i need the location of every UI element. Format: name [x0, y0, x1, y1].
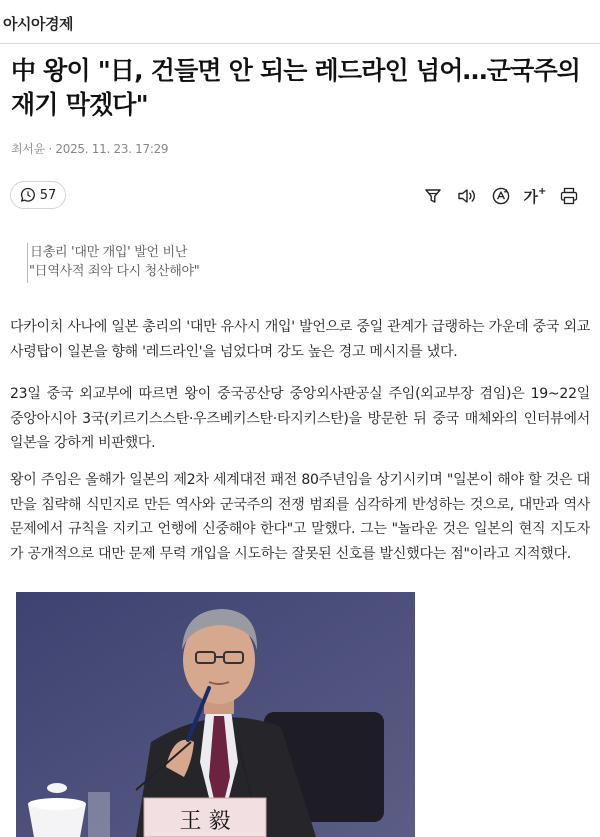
font-size-icon: 가: [523, 187, 539, 206]
site-brand-logo[interactable]: 아시아경제: [3, 15, 73, 33]
summary-line: 日총리 '대만 개입' 발언 비난: [30, 245, 188, 260]
print-icon: [559, 186, 579, 206]
comment-count: 57: [39, 187, 57, 203]
translate-button[interactable]: [489, 184, 513, 208]
listen-button[interactable]: [455, 184, 479, 208]
summary-line: "日역사적 죄악 다시 청산해야": [29, 264, 200, 279]
article-summary: [27, 243, 199, 283]
article-photo: [16, 592, 415, 837]
translate-icon: [491, 186, 511, 206]
site-header: [0, 0, 600, 44]
article-paragraph: 23일 중국 외교부에 따르면 왕이 중국공산당 중앙외사판공실 주임(외교부장 겸임)은 19~22일 중앙아시아 3국(키르기스스탄·우즈베키스탄·타지키스탄)을 방문한 뒤 중국 매체와의 인터뷰에서 일본을 강하게 비판했다.: [10, 386, 590, 451]
comment-icon: [20, 187, 36, 203]
article-toolbar: [0, 178, 600, 214]
filter-button[interactable]: [421, 184, 445, 208]
article-title: 中 왕이 "日, 건들면 안 되는 레드라인 넘어…군국주의 재기 막겠다": [11, 56, 581, 119]
article-byline: 최서윤 · 2025. 11. 23. 17:29: [11, 142, 169, 156]
nameplate-text: 王 毅: [179, 809, 231, 834]
filter-icon: [424, 187, 442, 205]
article-paragraph: 다카이치 사나에 일본 총리의 '대만 유사시 개입' 발언으로 중일 관계가 급랭하는 가운데 중국 외교 사령탑이 일본을 향해 '레드라인'을 넘었다며 강도 높은 경고 메시지를 냈다.: [10, 319, 590, 360]
print-button[interactable]: [557, 184, 581, 208]
plus-icon: +: [538, 185, 547, 197]
font-size-button[interactable]: [523, 184, 547, 208]
speaker-icon: [457, 187, 477, 205]
article-paragraph: 왕이 주임은 올해가 일본의 제2차 세계대전 패전 80주년임을 상기시키며 "일본이 해야 할 것은 대만을 침략해 식민지로 만든 역사와 군국주의 전쟁 범죄를 심각하게 반성하는 것으로, 대만과 역사 문제에서 규칙을 지키고 언행에 신중해야 한다"고 말했다. 그는 "놀라운 것은 일본의 현직 지도자가 공개적으로 대만 문제 무력 개입을 시도하는 잘못된 신호를 발신했다는 점"이라고 지적했다.: [10, 472, 590, 562]
comment-button[interactable]: [10, 181, 66, 209]
